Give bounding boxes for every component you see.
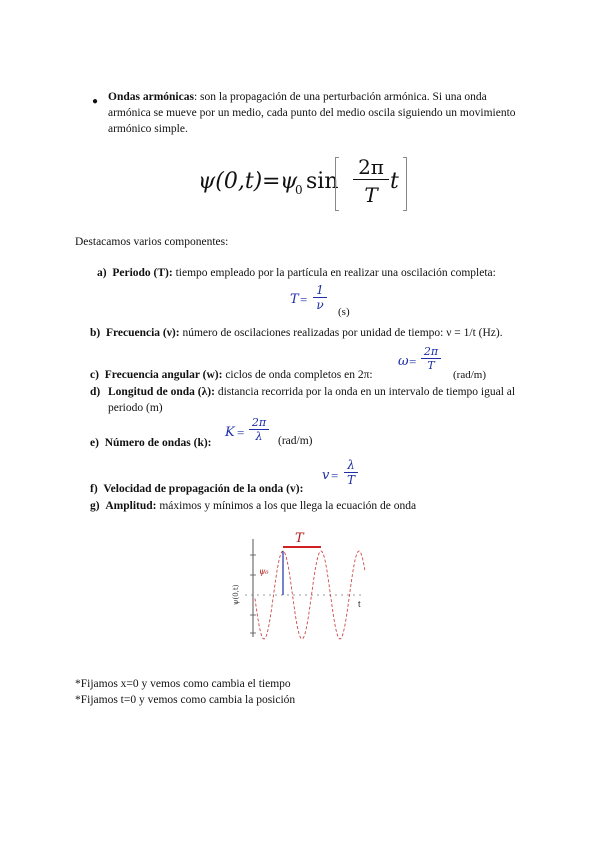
main-formula-lhs: ψ(0,t) [198, 169, 263, 194]
period-label: T [295, 531, 304, 546]
item-frecuencia [90, 325, 540, 341]
item-desc: distancia recorrida por la onda en un intervalo de tiempo igual al periodo (m) [108, 386, 516, 414]
item-marker: a) [97, 267, 107, 279]
formula-angular-lhs: ω [398, 354, 409, 369]
y-axis-label: ψ(0,t) [232, 584, 240, 605]
x-axis-label: t [358, 599, 361, 609]
item-term: Frecuencia (ν): [105, 327, 180, 339]
main-formula-var: t [390, 169, 399, 194]
formula-period [290, 284, 360, 318]
main-formula-eq: = [262, 169, 281, 194]
item-marker: c) [90, 369, 99, 381]
formula-wavenumber-den: λ [255, 430, 263, 443]
formula-period-lhs: T [290, 292, 299, 307]
item-term: Número de ondas (k): [104, 437, 212, 449]
formula-angular-frac [421, 345, 441, 373]
components-intro: Destacamos varios componentes: [75, 236, 229, 248]
item-marker: b) [90, 327, 101, 339]
formula-period-frac [313, 284, 327, 312]
formula-wavenumber-num: 2π [249, 416, 269, 430]
note-line: *Fijamos x=0 y vemos como cambia el tiempo [75, 678, 291, 690]
main-formula [198, 155, 418, 213]
item-desc: tiempo empleado por la partícula en realizar una oscilación completa: [172, 267, 496, 279]
item-desc: ciclos de onda completos en 2π: [222, 369, 373, 381]
formula-angular-eq: = [409, 354, 417, 369]
item-term: Velocidad de propagación de la onda (v): [103, 483, 304, 495]
item-velocidad [90, 481, 390, 497]
main-formula-num: 2π [353, 155, 389, 180]
formula-velocity-lhs: v [322, 468, 330, 483]
item-term: Longitud de onda (λ): [108, 386, 215, 398]
item-longitud-onda [90, 384, 530, 416]
bullet-dot: ● [92, 96, 99, 107]
wave-graph [225, 525, 385, 645]
main-formula-den: T [364, 183, 378, 207]
formula-velocity-eq: = [331, 468, 339, 483]
item-marker: e) [90, 437, 99, 449]
formula-wavenumber-eq: = [237, 425, 245, 440]
formula-velocity-num: λ [344, 459, 358, 473]
right-paren [403, 157, 407, 211]
item-marker: f) [90, 483, 98, 495]
formula-angular-num: 2π [421, 345, 441, 359]
formula-wavenumber-frac [249, 416, 269, 444]
formula-velocity-den: T [346, 473, 355, 487]
formula-wavenumber [225, 416, 335, 450]
formula-period-eq: = [300, 292, 308, 307]
formula-wavenumber-lhs: K [225, 425, 235, 440]
formula-angular-den: T [427, 359, 435, 372]
formula-period-num: 1 [313, 284, 327, 298]
formula-wavenumber-unit: (rad/m) [278, 435, 313, 447]
item-term: Amplitud: [105, 500, 157, 512]
formula-period-den: ν [316, 298, 324, 312]
main-formula-func: sin [306, 169, 339, 194]
item-numero-ondas [90, 435, 240, 451]
left-paren [335, 157, 339, 211]
item-desc: máximos y mínimos a los que llega la ecuación de onda [156, 500, 417, 512]
formula-angular [398, 345, 508, 379]
intro-text: : son la propagación de una perturbación armónica. Si una onda armónica se mueve por un medio, cada punto del medio oscila siguiendo un movimiento armónico simple. [108, 91, 516, 135]
item-frecuencia-angular [90, 367, 390, 383]
item-term: Frecuencia angular (w): [104, 369, 223, 381]
note-line: *Fijamos t=0 y vemos como cambia la posición [75, 694, 296, 706]
item-amplitud [90, 498, 530, 514]
item-term: Periodo (T): [112, 267, 173, 279]
formula-period-unit: (s) [338, 306, 350, 318]
amplitude-label: ψ₀ [259, 567, 269, 576]
notes [75, 676, 295, 708]
item-periodo [97, 265, 537, 281]
intro-term: Ondas armónicas [108, 91, 194, 103]
item-marker: d) [90, 386, 101, 398]
item-desc: número de oscilaciones realizadas por unidad de tiempo: ν = 1/t (Hz). [179, 327, 503, 339]
main-formula-amp: ψ [280, 169, 298, 194]
item-marker: g) [90, 500, 100, 512]
formula-angular-unit: (rad/m) [453, 369, 486, 381]
intro-paragraph [108, 89, 528, 137]
main-formula-amp-sub: 0 [295, 183, 303, 197]
